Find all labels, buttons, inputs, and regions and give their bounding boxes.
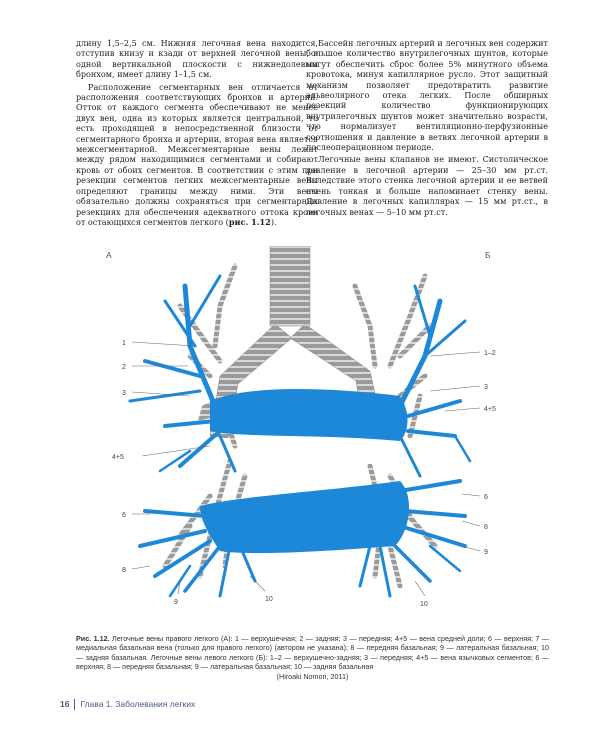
paragraph-text: Расположение сегментарных вен отличается от расположения соответствующих бронхов и артерий. Отток от каждого сегмента обеспечивают не менее двух вен, одна из которых является центральной, то есть проходящей в непосредственной близости от сегментарного бронха и артерии, вторая вена является межсегментарной. Межсегментарные вены лежат между рядом находящимися сегментами и собирают кровь от обоих сегментов. В соответствии с этим при резекции сегментов легких межсегментарные вены определяют границы между ними. Эти вены обязательно должны сохраняться при сегментарных резекциях для обеспечения адекватного оттока крови от остающихся сегментов легкого ( xyxy=(76,81,318,227)
paragraph: Бассейн легочных артерий и легочных вен содержит большое количество внутрилегочных шунтов, которые могут обеспечить сброс более 5% минутного объема кровотока, минуя капиллярное русло. Этот защитный механизм позволяет предотвратить развитие альвеолярного отека легких. После обширных резекций количество функционирующих внутрилегочных шунтов может значительно возрасти, что нормализует вентиляционно-перфузионные соотношения и давление в ветвях легочной артерии в послеоперационном периоде. xyxy=(306,38,548,153)
figure-reference[interactable]: рис. 1.12 xyxy=(228,216,271,227)
paragraph xyxy=(76,82,318,228)
label-vein-2: 2 xyxy=(122,364,126,371)
label-vein-4-5-right: 4+5 xyxy=(484,406,496,413)
label-vein-1-2: 1–2 xyxy=(484,350,496,357)
footer-divider xyxy=(74,699,75,710)
caption-text: Легочные вены правого легкого (А): 1 — верхушечная; 2 — задняя; 3 — передняя; 4+5 — вена средней доли; 6 — верхняя; 7 — медиальная базальная вена (только для правого легкого) (автором не указана); 8 — передняя базальная; 9 — латеральная базальная; 10 — задняя базальная. Легочные вены левого легкого (Б): 1–2 — верхушечно-задняя; 3 — передняя; 4+5 — вена язычковых сегментов; 6 — верхняя; 8 — передняя базальная; 9 — латеральная базальная; 10 — задняя базальная xyxy=(76,634,549,672)
label-vein-3: 3 xyxy=(122,390,126,397)
caption-title: Рис. 1.12. xyxy=(76,634,110,643)
label-vein-9-right: 9 xyxy=(484,549,488,556)
text-column-left xyxy=(76,38,318,227)
label-vein-1: 1 xyxy=(122,340,126,347)
label-vein-8-right: 8 xyxy=(484,524,488,531)
label-vein-10-right: 10 xyxy=(420,601,428,608)
figure-pulmonary-veins xyxy=(70,246,530,624)
label-vein-3-right: 3 xyxy=(484,384,488,391)
label-vein-10: 10 xyxy=(265,596,273,603)
label-vein-8: 8 xyxy=(122,567,126,574)
figure-illustration xyxy=(70,246,530,624)
chapter-title: Глава 1. Заболевания легких xyxy=(80,699,196,709)
lower-pulmonary-veins xyxy=(140,481,465,596)
label-vein-6: 6 xyxy=(122,512,126,519)
paragraph: длину 1,5–2,5 см. Нижняя легочная вена находится, отступив книзу и кзади от верхней легочной вены, в одной вертикальной плоскости с нижнедолевым бронхом, имеет длину 1–1,5 см. xyxy=(76,38,318,80)
panel-label-a: А xyxy=(106,250,112,260)
figure-caption xyxy=(76,634,549,681)
panel-label-b: Б xyxy=(485,250,491,260)
paragraph: Легочные вены клапанов не имеют. Систолическое давление в легочной артерии — 25–30 мм рт.ст. Вследствие этого стенка легочной артерии и ее ветвей очень тонкая и больше напоминает стенку вены. Давление в легочных капиллярах — 15 мм рт.ст., в легочных венах — 5–10 мм рт.ст. xyxy=(306,154,548,217)
page-number: 16 xyxy=(60,699,70,709)
label-vein-4-5: 4+5 xyxy=(112,454,124,461)
page-footer xyxy=(60,699,195,710)
text-column-right xyxy=(306,38,548,217)
label-vein-9: 9 xyxy=(174,599,178,606)
paragraph-end: ). xyxy=(270,216,277,227)
caption-citation: (Hiroaki Nomori, 2011) xyxy=(276,671,349,681)
label-vein-6-right: 6 xyxy=(484,494,488,501)
